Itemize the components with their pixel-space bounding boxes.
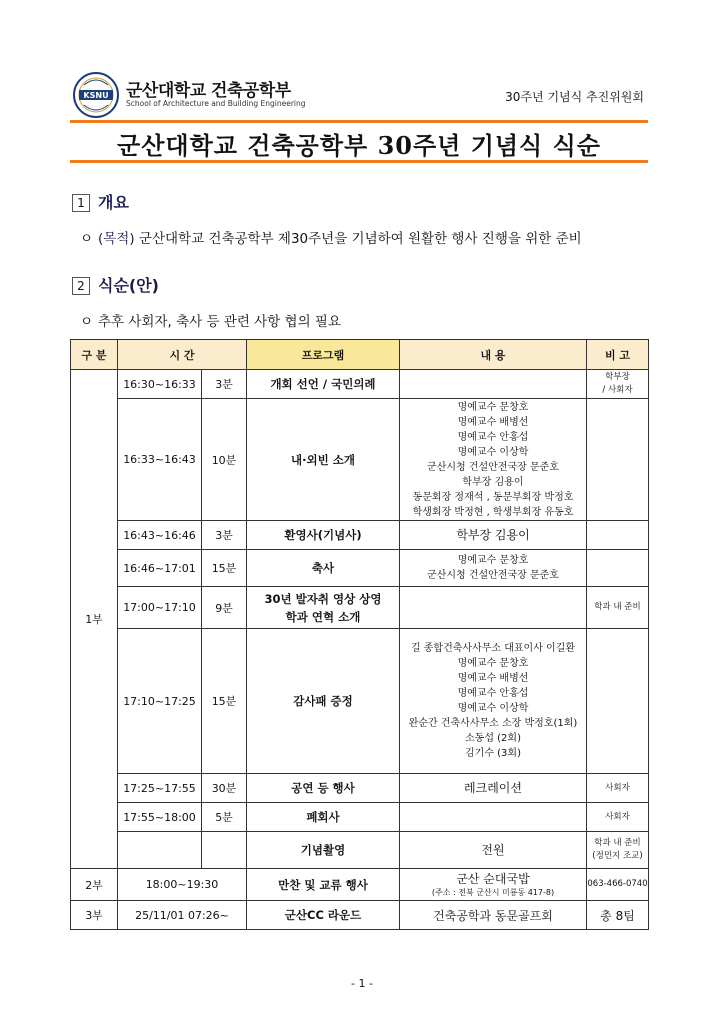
note-cell bbox=[587, 550, 649, 587]
program-line: 기념촬영 bbox=[300, 843, 346, 857]
time-cell: 17:55~18:00 bbox=[118, 803, 202, 832]
content-line: 김기수 (3회) bbox=[465, 748, 521, 759]
note-line: 사회자 bbox=[605, 782, 630, 793]
content-line: 명예교수 배병선 bbox=[457, 673, 529, 684]
header-division: 구 분 bbox=[71, 340, 118, 370]
duration-cell: 30분 bbox=[202, 774, 247, 803]
note-cell: 총 8팀 bbox=[587, 901, 649, 930]
note-line: (정민지 조교) bbox=[592, 851, 643, 861]
content-line: 군산시청 건설안전국장 문준호 bbox=[427, 570, 559, 581]
content-cell bbox=[400, 521, 587, 550]
table-header-row bbox=[71, 340, 649, 370]
time-cell: 17:25~17:55 bbox=[118, 774, 202, 803]
content-cell bbox=[400, 803, 587, 832]
duration-cell: 3분 bbox=[202, 370, 247, 399]
program-cell bbox=[247, 629, 400, 774]
program-line: 환영사(기념사) bbox=[284, 528, 362, 542]
note-line: 학과 내 준비 bbox=[594, 602, 641, 612]
header-remarks: 비 고 bbox=[587, 340, 649, 370]
note-cell bbox=[587, 521, 649, 550]
content-line: 군산시청 건설안전국장 문준호 bbox=[427, 461, 559, 473]
header-time: 시 간 bbox=[118, 340, 247, 370]
program-cell: 군산CC 라운드 bbox=[247, 901, 400, 930]
header-program: 프로그램 bbox=[247, 340, 400, 370]
time-cell: 16:46~17:01 bbox=[118, 550, 202, 587]
note-text: 추후 사회자, 축사 등 관련 사항 협의 필요 bbox=[98, 314, 341, 330]
time-cell: 16:43~16:46 bbox=[118, 521, 202, 550]
content-cell bbox=[400, 832, 587, 869]
title-rule-top bbox=[70, 120, 648, 123]
table-row bbox=[71, 370, 649, 399]
note-line: 사회자 bbox=[605, 811, 630, 822]
content-line: 명예교수 이상학 bbox=[457, 703, 529, 714]
note-line: / 사회자 bbox=[602, 385, 633, 395]
table-row bbox=[71, 587, 649, 629]
section-number-box: 2 bbox=[72, 277, 90, 295]
logo-text: KSNU bbox=[83, 91, 109, 100]
duration-cell: 15분 bbox=[202, 629, 247, 774]
note-cell bbox=[587, 803, 649, 832]
bullet-purpose bbox=[80, 227, 582, 247]
content-line: 소동섭 (2회) bbox=[465, 733, 521, 744]
bullet-note bbox=[80, 310, 341, 330]
content-line: 명예교수 안홍섭 bbox=[457, 688, 529, 699]
program-line: 개회 선언 / 국민의례 bbox=[270, 377, 376, 391]
time-cell: 16:30~16:33 bbox=[118, 370, 202, 399]
page-number: - 1 - bbox=[351, 977, 373, 990]
time-cell: 18:00~19:30 bbox=[118, 869, 247, 901]
program-cell bbox=[247, 803, 400, 832]
note-cell bbox=[587, 774, 649, 803]
duration-cell: 3분 bbox=[202, 521, 247, 550]
content-line: 군산 순대국밥 bbox=[456, 871, 530, 886]
table-row bbox=[71, 832, 649, 869]
table-row bbox=[71, 521, 649, 550]
part-label: 2부 bbox=[71, 869, 118, 901]
purpose-text: 군산대학교 건축공학부 제30주년을 기념하여 원활한 행사 진행을 위한 준비 bbox=[138, 231, 582, 247]
note-cell: 063-466-0740 bbox=[587, 869, 649, 901]
table-row bbox=[71, 629, 649, 774]
time-cell: 25/11/01 07:26~ bbox=[118, 901, 247, 930]
content-line: 명예교수 문창호 bbox=[457, 555, 529, 566]
time-cell: 17:10~17:25 bbox=[118, 629, 202, 774]
program-cell bbox=[247, 774, 400, 803]
table-row bbox=[71, 399, 649, 521]
content-line: 동문회장 정재석 , 동문부회장 박정호 bbox=[412, 491, 574, 503]
content-cell bbox=[400, 629, 587, 774]
content-line: 레크레이션 bbox=[464, 780, 522, 795]
program-line: 30년 발자취 영상 상영 bbox=[264, 591, 382, 606]
table-row bbox=[71, 803, 649, 832]
program-cell: 만찬 및 교류 행사 bbox=[247, 869, 400, 901]
program-cell bbox=[247, 521, 400, 550]
duration-cell: 9분 bbox=[202, 587, 247, 629]
part-label: 3부 bbox=[71, 901, 118, 930]
program-cell bbox=[247, 587, 400, 629]
section-number-box: 1 bbox=[72, 194, 90, 212]
part-label: 1부 bbox=[71, 370, 118, 869]
content-line: 명예교수 이상학 bbox=[457, 446, 529, 458]
content-line: 명예교수 안홍섭 bbox=[457, 431, 529, 443]
content-cell bbox=[400, 587, 587, 629]
content-line: 완순간 건축사사무소 소장 박정호(1회) bbox=[408, 718, 578, 729]
program-line: 학과 연혁 소개 bbox=[285, 609, 361, 624]
content-cell bbox=[400, 774, 587, 803]
note-cell bbox=[587, 629, 649, 774]
duration-cell: 10분 bbox=[202, 399, 247, 521]
content-cell bbox=[400, 869, 587, 901]
bullet-marker: ㅇ bbox=[80, 231, 94, 247]
content-cell bbox=[400, 370, 587, 399]
time-cell: 17:00~17:10 bbox=[118, 587, 202, 629]
content-line: 학부장 김용이 bbox=[456, 527, 530, 542]
note-cell bbox=[587, 370, 649, 399]
bullet-marker: ㅇ bbox=[80, 314, 94, 330]
content-line: 명예교수 문창호 bbox=[457, 658, 529, 669]
content-line: 명예교수 문창호 bbox=[457, 401, 529, 413]
content-line: 학생회장 박정현 , 학생부회장 유동호 bbox=[412, 506, 574, 518]
program-cell bbox=[247, 399, 400, 521]
program-line: 내·외빈 소개 bbox=[291, 452, 355, 467]
duration-cell: 15분 bbox=[202, 550, 247, 587]
note-cell bbox=[587, 587, 649, 629]
program-table bbox=[70, 339, 649, 930]
page-title: 군산대학교 건축공학부 30주년 기념식 식순 bbox=[117, 131, 601, 160]
program-line: 공연 등 행사 bbox=[291, 781, 355, 795]
section-heading-program bbox=[72, 273, 159, 296]
table-row bbox=[71, 901, 649, 930]
dept-english-name: School of Architecture and Building Engineering bbox=[126, 99, 306, 108]
university-dept-name: 군산대학교 건축공학부 bbox=[126, 81, 291, 101]
time-cell bbox=[118, 832, 202, 869]
note-line: 학부장 bbox=[605, 372, 630, 382]
content-line: 길 종합건축사사무소 대표이사 이길환 bbox=[410, 643, 576, 654]
table-row bbox=[71, 774, 649, 803]
note-line: 학과 내 준비 bbox=[594, 838, 641, 848]
content-cell bbox=[400, 399, 587, 521]
university-logo bbox=[72, 71, 120, 119]
header-content: 내 용 bbox=[400, 340, 587, 370]
time-cell: 16:33~16:43 bbox=[118, 399, 202, 521]
title-rule-bottom bbox=[70, 160, 648, 163]
duration-cell bbox=[202, 832, 247, 869]
section-title: 식순(안) bbox=[98, 276, 159, 295]
content-line: 전원 bbox=[481, 842, 505, 857]
program-cell bbox=[247, 370, 400, 399]
table-row bbox=[71, 869, 649, 901]
address-line: (주소 : 전북 군산시 미룡동 417-8) bbox=[431, 887, 555, 897]
content-cell bbox=[400, 550, 587, 587]
content-cell: 건축공학과 동문골프회 bbox=[400, 901, 587, 930]
section-heading-overview bbox=[72, 190, 129, 213]
content-line: 명예교수 배병선 bbox=[457, 416, 529, 428]
note-cell bbox=[587, 832, 649, 869]
program-line: 감사패 증정 bbox=[293, 694, 353, 708]
program-line: 폐회사 bbox=[306, 810, 340, 824]
section-title: 개요 bbox=[98, 193, 129, 212]
duration-cell: 5분 bbox=[202, 803, 247, 832]
table-row bbox=[71, 550, 649, 587]
purpose-tag: (목적) bbox=[98, 231, 135, 247]
note-cell bbox=[587, 399, 649, 521]
program-line: 축사 bbox=[311, 561, 335, 575]
program-cell bbox=[247, 550, 400, 587]
program-cell bbox=[247, 832, 400, 869]
committee-name: 30주년 기념식 추진위원회 bbox=[505, 90, 644, 104]
content-line: 학부장 김용이 bbox=[462, 476, 524, 488]
